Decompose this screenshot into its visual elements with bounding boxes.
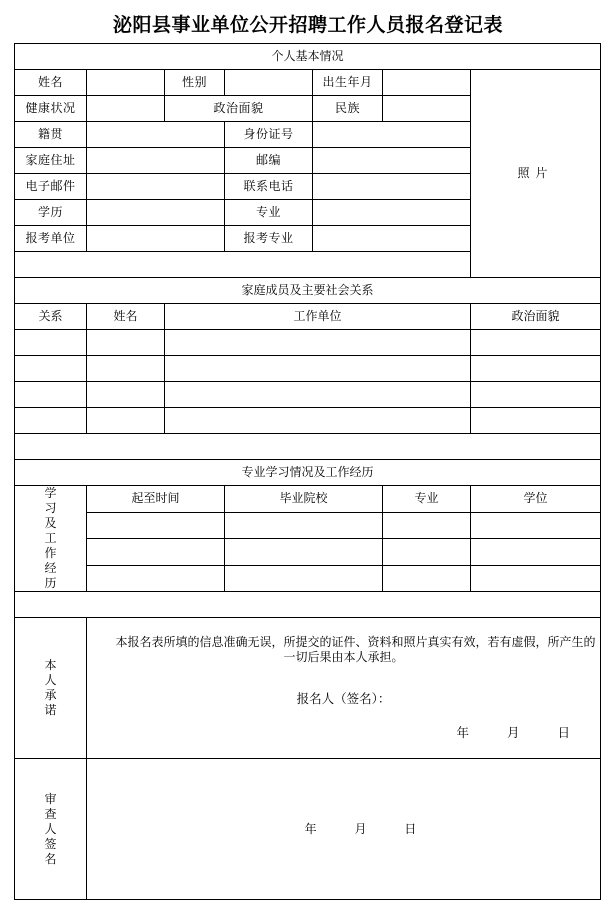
table-row <box>15 356 601 382</box>
promise-year: 年 <box>456 725 470 740</box>
section-header-basic: 个人基本情况 <box>15 44 601 70</box>
review-side-label: 审查人签名 <box>15 759 87 900</box>
family-cell-relation[interactable] <box>15 408 87 434</box>
family-cell-political[interactable] <box>471 330 601 356</box>
family-cell-political[interactable] <box>471 382 601 408</box>
family-cell-political[interactable] <box>471 356 601 382</box>
table-row <box>15 408 601 434</box>
promise-signature-label[interactable]: 报名人（签名）： <box>296 691 391 707</box>
promise-day: 日 <box>557 725 571 740</box>
family-cell-relation[interactable] <box>15 382 87 408</box>
field-gender[interactable] <box>225 70 313 96</box>
section-header-family: 家庭成员及主要社会关系 <box>15 278 601 304</box>
label-id-number: 身份证号 <box>225 122 313 148</box>
study-cell-school[interactable] <box>225 539 383 566</box>
field-spacer-2 <box>15 434 601 460</box>
field-id-number[interactable] <box>313 122 471 148</box>
table-row <box>15 70 601 96</box>
field-email[interactable] <box>87 174 225 200</box>
section-row-basic <box>15 44 601 70</box>
family-cell-relation[interactable] <box>15 330 87 356</box>
field-education[interactable] <box>87 200 225 226</box>
family-cell-name[interactable] <box>87 330 165 356</box>
study-side-label: 学习及工作经历 <box>15 486 87 592</box>
field-health[interactable] <box>87 96 165 122</box>
field-spacer <box>15 252 471 278</box>
study-header-school: 毕业院校 <box>225 486 383 513</box>
study-header-major: 专业 <box>383 486 471 513</box>
promise-content <box>87 618 601 759</box>
label-apply-major: 报考专业 <box>225 226 313 252</box>
label-postcode: 邮编 <box>225 148 313 174</box>
label-nation: 民族 <box>313 96 383 122</box>
label-origin: 籍贯 <box>15 122 87 148</box>
study-header-degree: 学位 <box>471 486 601 513</box>
study-cell-period[interactable] <box>87 565 225 592</box>
section-row-study <box>15 460 601 486</box>
table-header-row-study <box>15 486 601 513</box>
label-name: 姓名 <box>15 70 87 96</box>
study-cell-degree[interactable] <box>471 565 601 592</box>
family-cell-name[interactable] <box>87 356 165 382</box>
review-day: 日 <box>404 821 417 836</box>
field-origin[interactable] <box>87 122 225 148</box>
label-email: 电子邮件 <box>15 174 87 200</box>
label-phone: 联系电话 <box>225 174 313 200</box>
study-cell-school[interactable] <box>225 512 383 539</box>
family-cell-political[interactable] <box>471 408 601 434</box>
table-row <box>15 565 601 592</box>
family-cell-workplace[interactable] <box>165 382 471 408</box>
field-major[interactable] <box>313 200 471 226</box>
family-header-name: 姓名 <box>87 304 165 330</box>
study-cell-major[interactable] <box>383 512 471 539</box>
review-content[interactable] <box>87 759 601 900</box>
table-row <box>15 539 601 566</box>
field-apply-unit[interactable] <box>87 226 225 252</box>
review-year: 年 <box>304 821 317 836</box>
label-address: 家庭住址 <box>15 148 87 174</box>
label-birth: 出生年月 <box>313 70 383 96</box>
field-nation[interactable] <box>383 96 471 122</box>
family-cell-workplace[interactable] <box>165 330 471 356</box>
label-political: 政治面貌 <box>165 96 313 122</box>
promise-side-label: 本人承诺 <box>15 618 87 759</box>
label-education: 学历 <box>15 200 87 226</box>
table-row-spacer <box>15 592 601 618</box>
family-header-workplace: 工作单位 <box>165 304 471 330</box>
label-health: 健康状况 <box>15 96 87 122</box>
field-phone[interactable] <box>313 174 471 200</box>
label-gender: 性别 <box>165 70 225 96</box>
family-header-political: 政治面貌 <box>471 304 601 330</box>
table-row <box>15 382 601 408</box>
study-cell-major[interactable] <box>383 565 471 592</box>
study-cell-period[interactable] <box>87 512 225 539</box>
family-header-relation: 关系 <box>15 304 87 330</box>
family-cell-name[interactable] <box>87 408 165 434</box>
field-apply-major[interactable] <box>313 226 471 252</box>
page-title: 泌阳县事业单位公开招聘工作人员报名登记表 <box>112 14 503 36</box>
field-birth[interactable] <box>383 70 471 96</box>
study-cell-school[interactable] <box>225 565 383 592</box>
family-cell-name[interactable] <box>87 382 165 408</box>
study-cell-period[interactable] <box>87 539 225 566</box>
field-address[interactable] <box>87 148 225 174</box>
review-row <box>15 759 601 900</box>
family-cell-workplace[interactable] <box>165 408 471 434</box>
family-cell-relation[interactable] <box>15 356 87 382</box>
promise-month: 月 <box>507 725 520 740</box>
promise-row <box>15 618 601 759</box>
table-row <box>15 330 601 356</box>
section-header-study: 专业学习情况及工作经历 <box>15 460 601 486</box>
promise-text: 本报名表所填的信息准确无误，所提交的证件、资料和照片真实有效，若有虚假，所产生的一切后果由本人承担。 <box>115 635 596 665</box>
study-cell-degree[interactable] <box>471 512 601 539</box>
label-major: 专业 <box>225 200 313 226</box>
table-row <box>15 512 601 539</box>
study-cell-major[interactable] <box>383 539 471 566</box>
table-row-spacer <box>15 434 601 460</box>
field-postcode[interactable] <box>313 148 471 174</box>
section-row-family <box>15 278 601 304</box>
field-name[interactable] <box>87 70 165 96</box>
photo-box[interactable]: 照片 <box>471 70 601 278</box>
label-apply-unit: 报考单位 <box>15 226 87 252</box>
promise-date-line[interactable] <box>89 725 598 741</box>
study-cell-degree[interactable] <box>471 539 601 566</box>
table-header-row-family <box>15 304 601 330</box>
family-cell-workplace[interactable] <box>165 356 471 382</box>
review-month: 月 <box>354 821 367 836</box>
field-spacer-3 <box>15 592 601 618</box>
study-header-period: 起至时间 <box>87 486 225 513</box>
registration-form <box>14 43 601 900</box>
